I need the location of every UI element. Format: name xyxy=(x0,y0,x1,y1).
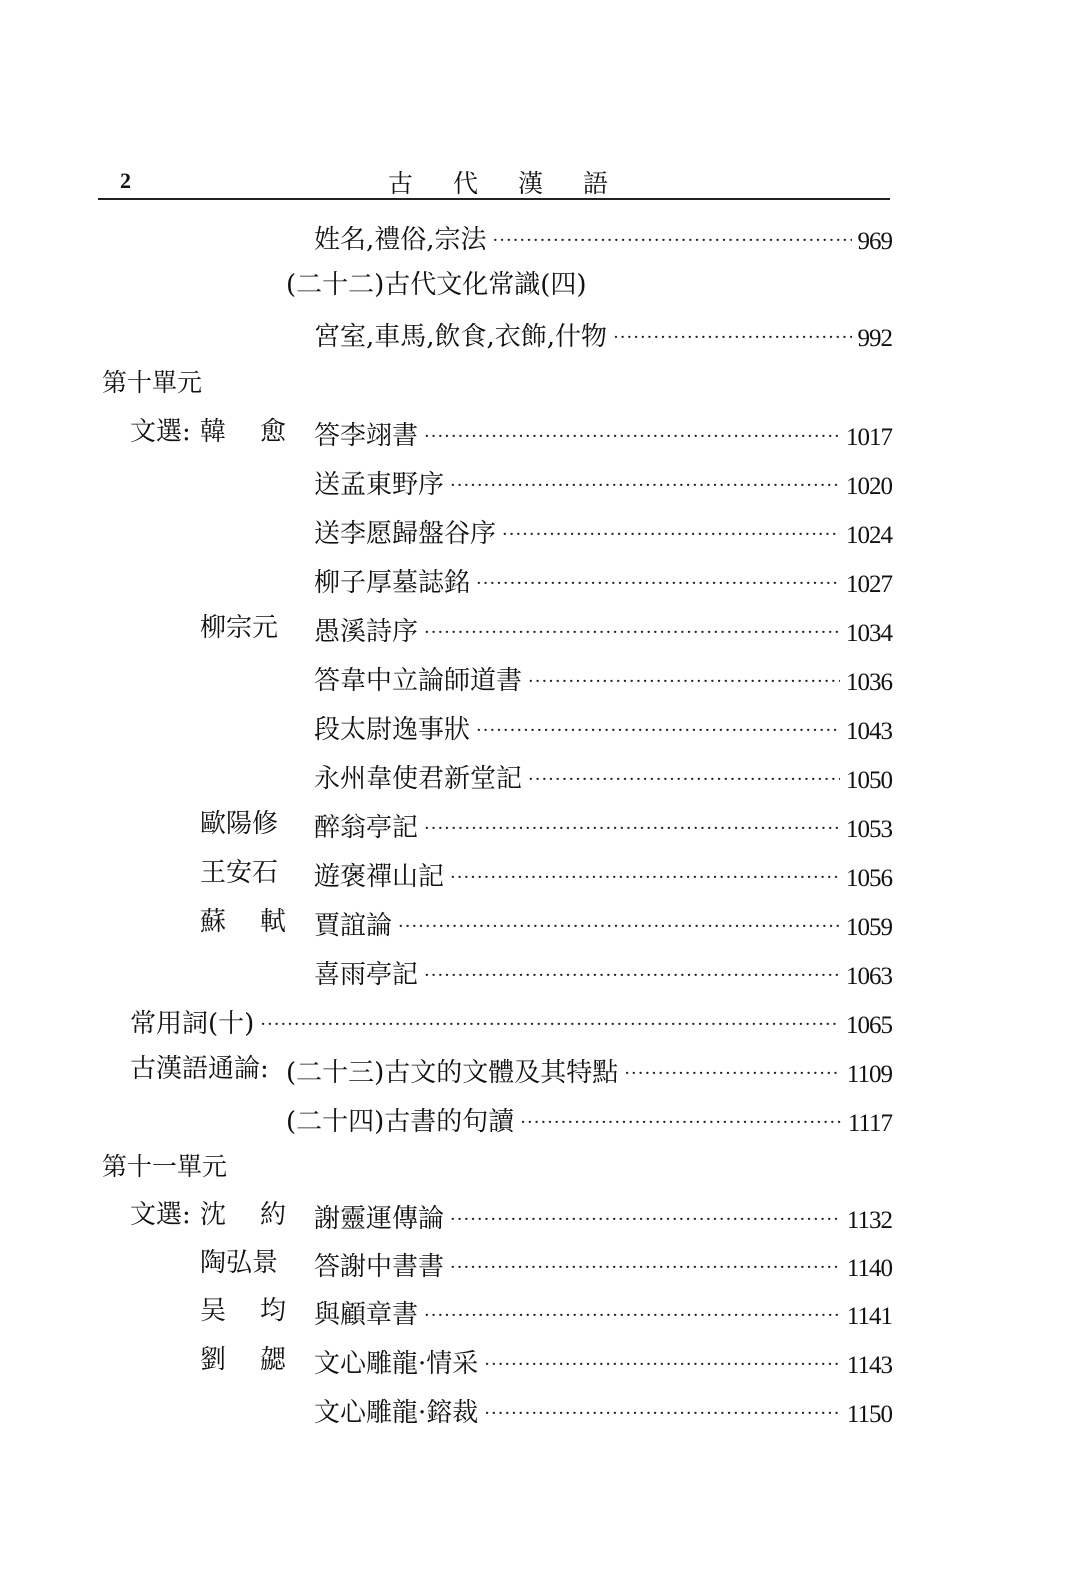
entry-page: 1063 xyxy=(846,963,892,990)
author-name: 韓 愈 xyxy=(200,417,286,447)
leader-dots xyxy=(528,765,840,795)
entry-title: 醉翁亭記 xyxy=(314,813,419,843)
leader-dots xyxy=(484,1350,841,1380)
entry-page: 1050 xyxy=(846,767,892,794)
entry-page: 1024 xyxy=(846,522,892,549)
leader-dots xyxy=(476,569,840,599)
toc-entry[interactable] xyxy=(314,1243,892,1283)
entry-title: 與顧章書 xyxy=(314,1300,419,1330)
entry-page: 1034 xyxy=(846,620,892,647)
general-label: 古漢語通論: xyxy=(130,1054,269,1084)
toc-entry[interactable] xyxy=(314,853,892,893)
leader-dots xyxy=(528,667,840,697)
leader-dots xyxy=(398,912,840,942)
author-name: 歐陽修 xyxy=(200,809,279,839)
entry-title: 謝靈運傳論 xyxy=(314,1204,445,1234)
toc-entry[interactable] xyxy=(314,461,892,501)
toc-entry[interactable] xyxy=(314,1340,892,1380)
entry-title: (二十三)古文的文體及其特點 xyxy=(286,1058,619,1088)
author-name: 王安石 xyxy=(200,858,279,888)
entry-title: 永州韋使君新堂記 xyxy=(314,764,523,794)
toc-entry[interactable] xyxy=(314,804,892,844)
entry-page: 1017 xyxy=(846,424,892,451)
toc-entry[interactable] xyxy=(314,216,892,256)
toc-entry[interactable] xyxy=(314,1195,892,1235)
toc-entry[interactable] xyxy=(314,608,892,648)
entry-page: 969 xyxy=(857,228,892,255)
leader-dots xyxy=(450,471,840,501)
entry-title: 文心雕龍·情采 xyxy=(314,1349,479,1379)
author-name: 蘇 軾 xyxy=(200,907,286,937)
entry-page: 1027 xyxy=(846,571,892,598)
entry-page: 1143 xyxy=(846,1352,892,1379)
book-title: 古代漢語 xyxy=(388,169,649,198)
author-name: 吴 均 xyxy=(200,1296,286,1326)
toc-entry[interactable] xyxy=(314,951,892,991)
toc-section[interactable]: (二十二)古代文化常識(四) xyxy=(286,270,587,300)
entry-title: 宮室,車馬,飲食,衣飾,什物 xyxy=(314,322,608,352)
toc-entry[interactable] xyxy=(314,657,892,697)
leader-dots xyxy=(450,1205,841,1235)
page-number: 2 xyxy=(120,168,131,193)
toc-entry[interactable] xyxy=(314,755,892,795)
entry-page: 1065 xyxy=(846,1012,892,1039)
entry-page: 1043 xyxy=(846,718,892,745)
entry-title: 姓名,禮俗,宗法 xyxy=(314,225,487,255)
toc-entry[interactable] xyxy=(286,1049,892,1089)
entry-page: 1020 xyxy=(846,473,892,500)
entry-title: 答李翊書 xyxy=(314,421,419,451)
leader-dots xyxy=(624,1059,841,1089)
leader-dots xyxy=(424,814,840,844)
entry-title: 愚溪詩序 xyxy=(314,617,419,647)
leader-dots xyxy=(450,863,840,893)
entry-page: 1150 xyxy=(846,1401,892,1428)
toc-entry[interactable] xyxy=(314,902,892,942)
leader-dots xyxy=(502,520,840,550)
unit-heading: 第十單元 xyxy=(102,368,203,397)
leader-dots xyxy=(424,1301,841,1331)
entry-page: 1056 xyxy=(846,865,892,892)
leader-dots xyxy=(493,226,852,256)
selection-label: 文選: xyxy=(130,1200,191,1230)
entry-page: 1109 xyxy=(846,1061,892,1088)
toc-entry[interactable] xyxy=(314,313,892,353)
entry-title: 文心雕龍·鎔裁 xyxy=(314,1398,479,1428)
unit-heading: 第十一單元 xyxy=(102,1152,228,1181)
leader-dots xyxy=(450,1253,841,1283)
toc-entry[interactable] xyxy=(314,412,892,452)
toc-entry[interactable] xyxy=(314,706,892,746)
entry-page: 1140 xyxy=(846,1255,892,1282)
toc-entry-common-words[interactable] xyxy=(130,1000,892,1040)
leader-dots xyxy=(520,1108,842,1138)
entry-title: 送孟東野序 xyxy=(314,470,445,500)
entry-title: 遊褒禪山記 xyxy=(314,862,445,892)
entry-title: 段太尉逸事狀 xyxy=(314,715,471,745)
author-name: 劉 勰 xyxy=(200,1345,286,1375)
entry-page: 1036 xyxy=(846,669,892,696)
entry-title: 答韋中立論師道書 xyxy=(314,666,523,696)
entry-page: 1053 xyxy=(846,816,892,843)
entry-title: 柳子厚墓誌銘 xyxy=(314,568,471,598)
author-name: 陶弘景 xyxy=(200,1248,279,1278)
header-rule xyxy=(98,198,890,200)
leader-dots xyxy=(424,618,840,648)
toc-entry[interactable] xyxy=(314,510,892,550)
entry-title: 賈誼論 xyxy=(314,911,393,941)
author-name: 柳宗元 xyxy=(200,613,279,643)
leader-dots xyxy=(476,716,840,746)
entry-page: 1059 xyxy=(846,914,892,941)
leader-dots xyxy=(260,1010,840,1040)
toc-entry[interactable] xyxy=(286,1098,892,1138)
entry-title: 喜雨亭記 xyxy=(314,960,419,990)
toc-entry[interactable] xyxy=(314,559,892,599)
entry-page: 1141 xyxy=(846,1303,892,1330)
toc-entry[interactable] xyxy=(314,1291,892,1331)
selection-label: 文選: xyxy=(130,417,191,447)
entry-page: 1132 xyxy=(846,1207,892,1234)
entry-title: 常用詞(十) xyxy=(130,1009,255,1039)
leader-dots xyxy=(424,422,840,452)
entry-page: 992 xyxy=(857,325,892,352)
entry-title: (二十四)古書的句讀 xyxy=(286,1107,515,1137)
entry-page: 1117 xyxy=(847,1110,892,1137)
page-header xyxy=(98,160,890,200)
author-name: 沈 約 xyxy=(200,1200,286,1230)
entry-title: 答謝中書書 xyxy=(314,1252,445,1282)
leader-dots xyxy=(484,1399,841,1429)
leader-dots xyxy=(424,961,840,991)
entry-title: 送李愿歸盤谷序 xyxy=(314,519,497,549)
toc-entry[interactable] xyxy=(314,1389,892,1429)
leader-dots xyxy=(613,323,851,353)
